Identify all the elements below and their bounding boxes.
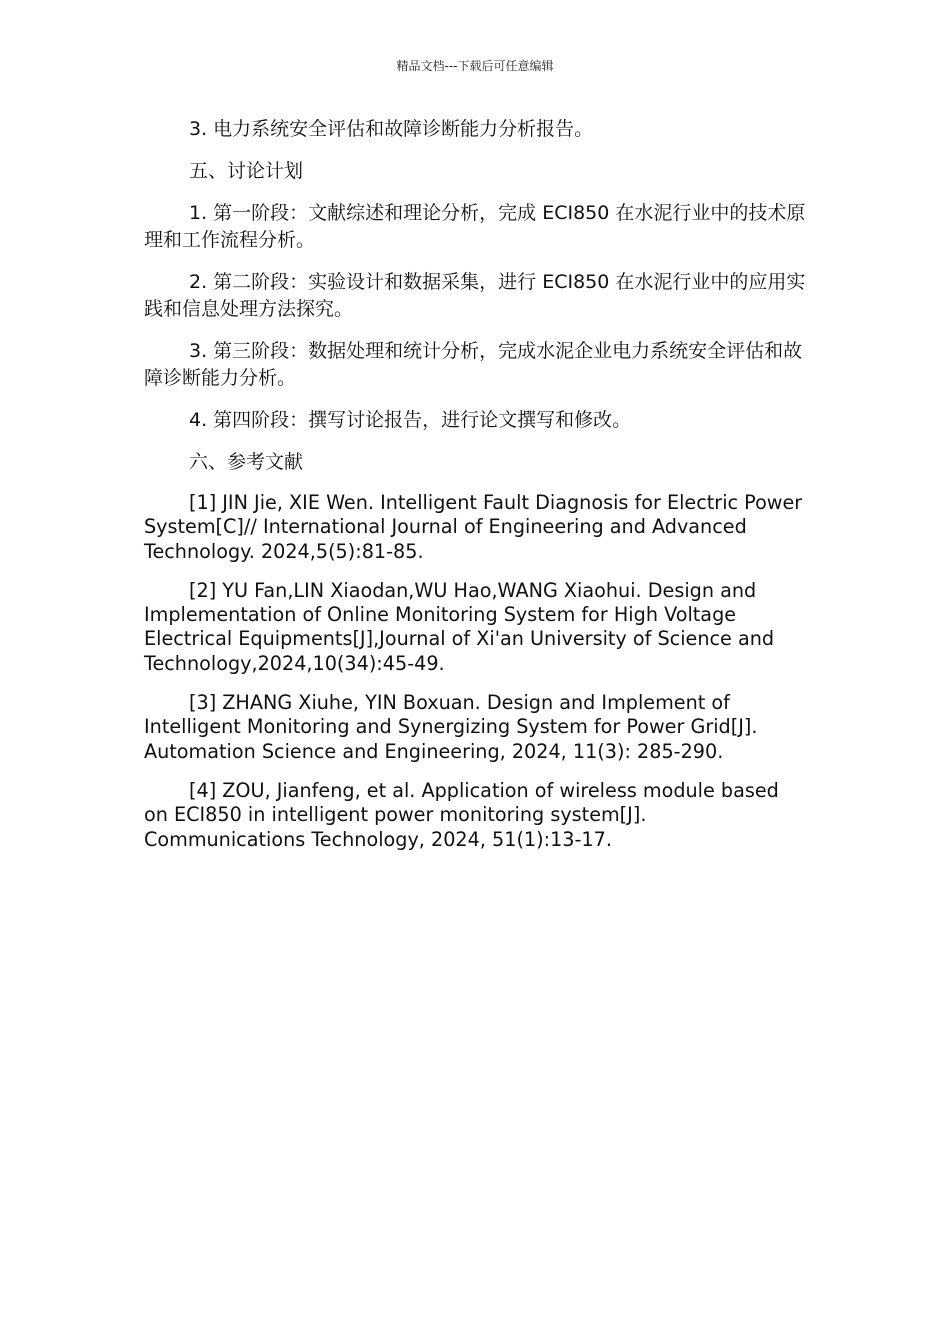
reference-1: [1] JIN Jie, XIE Wen. Intelligent Fault Diagnosis for Electric Power System[C]// International Journal of Engineering and Advanced Technology. 2024,5(5):81-85.: [144, 491, 803, 563]
reference-2: [2] YU Fan,LIN Xiaodan,WU Hao,WANG Xiaohui. Design and Implementation of Online Monitoring System for High Voltage Electrical Equipments[J],Journal of Xi'an University of Science and Technology,2024,10(34):45-49.: [144, 578, 775, 675]
plan-phase-2: 2. 第二阶段：实验设计和数据采集，进行 ECI850 在水泥行业中的应用实践和信息处理方法探究。: [144, 271, 806, 320]
page-header: 精品文档---下载后可任意编辑: [396, 59, 554, 73]
plan-phase-4: 4. 第四阶段：撰写讨论报告，进行论文撰写和修改。: [189, 409, 632, 431]
report-item-3: 3. 电力系统安全评估和故障诊断能力分析报告。: [189, 118, 594, 140]
document-body: [144, 116, 806, 867]
section-heading-discussion-plan: 五、讨论计划: [189, 160, 304, 182]
plan-phase-1: 1. 第一阶段：文献综述和理论分析，完成 ECI850 在水泥行业中的技术原理和工作流程分析。: [144, 202, 806, 251]
reference-4: [4] ZOU, Jianfeng, et al. Application of wireless module based on ECI850 in intelligent power monitoring system[J]. Communications Technology, 2024, 51(1):13-17.: [144, 778, 779, 851]
section-heading-references: 六、参考文献: [189, 451, 304, 473]
reference-3: [3] ZHANG Xiuhe, YIN Boxuan. Design and Implement of Intelligent Monitoring and Synergizing System for Power Grid[J]. Automation Science and Engineering, 2024, 11(3): 285-290.: [144, 691, 758, 763]
plan-phase-3: 3. 第三阶段：数据处理和统计分析，完成水泥企业电力系统安全评估和故障诊断能力分析。: [144, 340, 803, 389]
